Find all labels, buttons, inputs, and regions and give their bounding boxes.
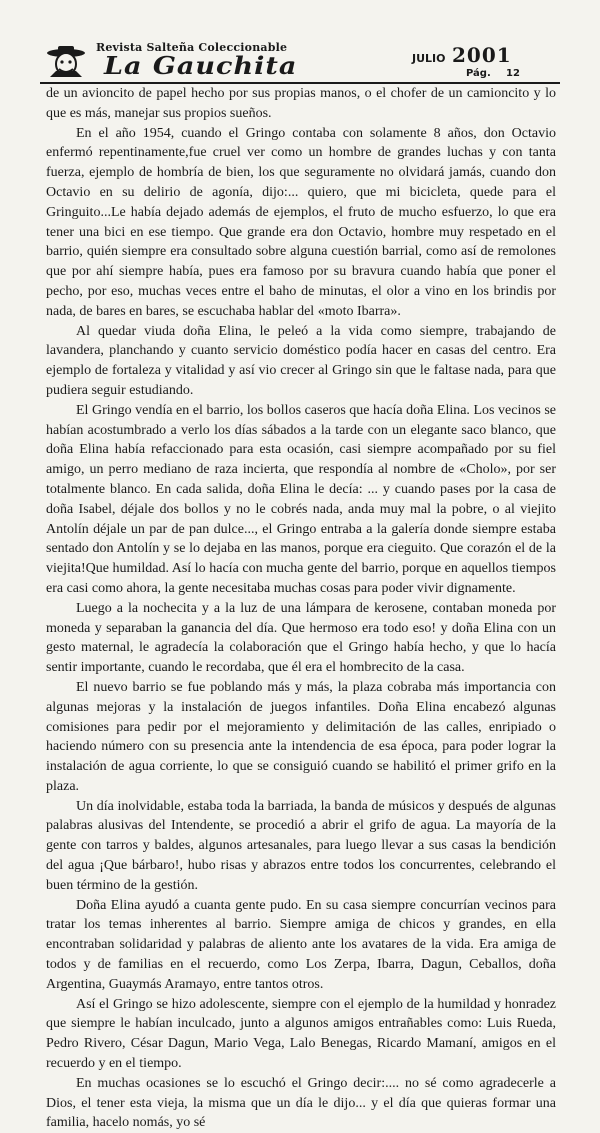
page-number: 12	[506, 68, 520, 79]
magazine-title: La Gauchita	[104, 52, 298, 81]
page-label: Pág.	[466, 68, 491, 79]
article-paragraph: de un avioncito de papel hecho por sus propias manos, o el chofer de un camioncito y lo que es más, manejar sus propios sueños.	[46, 86, 556, 121]
magazine-header	[0, 38, 600, 88]
article-body	[46, 84, 556, 1131]
article-paragraph: En el año 1954, cuando el Gringo contaba con solamente 8 años, don Octavio enfermó repentinamente,fue cruel ver como un hombre de grandes luchas y con tanta fuerza, ejemplo de hombría de bien, los que seguramente no olvidará jamás, cuando don Octavio en su delirio de agonía, dijo:... quiero, que mi bicicleta, quede para el Gringuito...Le había dejado además de ejemplos, el fruto de mucho esfuerzo, lo que era tener una bici en ese tiempo. Que grande era don Octavio, hombre muy respetado en el barrio, quién siempre era consultado sobre alguna cuestión barrial, como así de remolones que por ahí siempre había, pues era famoso por su bravura cuando había que poner el pecho, por eso, muchas veces entre el baho de minutas, el olor a vino en los brindis por nada, de bares en bares, se escuchaba hablar del «moto Ibarra».	[46, 125, 556, 319]
article-paragraph: En muchas ocasiones se lo escuchó el Gringo decir:.... no sé como agradecerle a Dios, el tener esta vieja, la misma que un día le dijo... y el día que quieras formar una familia, hacelo nomás, yo sé	[46, 1075, 556, 1131]
gaucho-head-icon	[46, 44, 86, 78]
magazine-subtitle: Revista Salteña Coleccionable	[96, 41, 288, 54]
article-paragraph: El nuevo barrio se fue poblando más y más, la plaza cobraba más importancia con algunas mejoras y la instalación de juegos infantiles. Doña Elina encabezó algunas comisiones para pedir por el mejoramiento y delimitación de las calles, enripiado o haciendo número con su presencia ante la intendencia de esa época, para poder lograr la instalación de agua corriente, lo que se consiguió cuando se habilitó el primer grifo en la plaza.	[46, 679, 556, 794]
article-paragraph: Al quedar viuda doña Elina, le peleó a la vida como siempre, trabajando de lavandera, planchando y cuanto servicio doméstico podía hacer en casas del centro. Era ejemplo de fortaleza y vitalidad y así vio crecer al Gringo sin que le faltase nada, para que pudiera seguir estudiando.	[46, 323, 556, 398]
article-paragraph: Así el Gringo se hizo adolescente, siempre con el ejemplo de la humildad y honradez que siempre le habían inculcado, junto a algunos amigos entrañables como: Luis Rueda, Pedro Rivero, César Dagun, Mario Vega, Lalo Benegas, Ricardo Mamaní, amigos en el recuerdo y en el tiempo.	[46, 996, 556, 1072]
article-paragraph: Luego a la nochecita y a la luz de una lámpara de kerosene, contaban moneda por moneda y separaban la ganancia del día. Que hermoso era todo eso! y doña Elina con un gesto maternal, le agradecía la colaboración que el Gringo había hecho, y que lo hacía sentir importante, cuando le recordaba, que él era el hombrecito de la casa.	[46, 600, 556, 676]
article-paragraph: El Gringo vendía en el barrio, los bollos caseros que hacía doña Elina. Los vecinos se habían acostumbrado a verlo los días sábados a la tarde con un elegante saco blanco, que doña Elina había refaccionado para esta ocasión, casi siempre acompañado por su fiel amigo, un perro mediano de raza incierta, que respondía al nombre de «Cholo», por ser totalmente blanco. En cada salida, doña Elina le decía: ... y cuando pases por la casa de doña Isabel, déjale dos bollos y no le cobrés nada, anda muy mal la pobre, o al viejito Antolín déjale un par de pan dulce..., el Gringo entraba a la galería donde siempre estaba sentado don Antolín y se lo dejaba en las manos, porque era cieguito. Que corazón el de la viejita!Que humildad. Así lo hacía con mucha gente del barrio, porque en aquellos tiempos era casi como ahora, la gente necesitaba muchas cosas para poder vivir dignamente.	[46, 402, 556, 596]
issue-month: JULIO	[412, 52, 446, 65]
article-paragraph: Doña Elina ayudó a cuanta gente pudo. En su casa siempre concurrían vecinos para tratar los temas inherentes al barrio. Siempre amiga de chicos y grandes, en ella encontraban solidaridad y palabras de aliento ante los avatares de la vida. Era amiga de todos y de familias en el recuerdo, como Los Zerpa, Ibarra, Dagun, Ceballos, doña Argentina, Guaymás Aramayo, entre tantos otros.	[46, 897, 556, 992]
article-paragraph: Un día inolvidable, estaba toda la barriada, la banda de músicos y después de algunas palabras alusivas del Intendente, se procedió a abrir el grifo de agua. La mayoría de la gente con tarros y baldes, algunos artesanales, para luego llevar a sus casas la bendición del agua ¡Que bárbaro!, hubo risas y abrazos entre todos los concurrentes, celebrando el buen término de la gestión.	[46, 798, 556, 893]
issue-year: 2001	[452, 43, 512, 67]
